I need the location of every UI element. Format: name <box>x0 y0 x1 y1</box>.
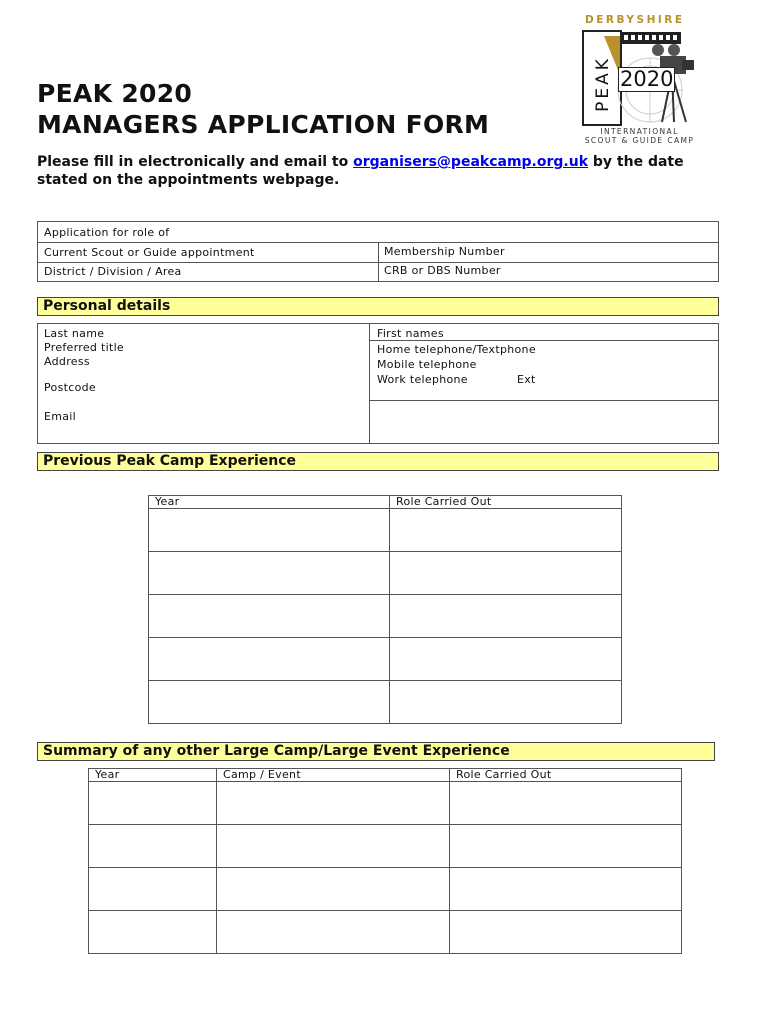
previous-year-cell[interactable] <box>149 638 390 681</box>
previous-role-header: Role Carried Out <box>390 496 622 509</box>
previous-role-cell[interactable] <box>390 638 622 681</box>
application-box <box>37 221 719 282</box>
appointment-label: Current Scout or Guide appointment <box>44 246 255 259</box>
summary-event-cell[interactable] <box>217 825 450 868</box>
page-title <box>37 78 489 140</box>
membership-number-label: Membership Number <box>384 245 505 258</box>
summary-event-cell[interactable] <box>217 868 450 911</box>
summary-event-cell[interactable] <box>217 911 450 954</box>
personal-details-box <box>37 323 719 444</box>
summary-role-cell[interactable] <box>450 868 682 911</box>
previous-year-header: Year <box>149 496 390 509</box>
summary-year-cell[interactable] <box>89 911 217 954</box>
organisers-email-link[interactable]: organisers@peakcamp.org.uk <box>353 154 589 170</box>
previous-role-cell[interactable] <box>390 552 622 595</box>
intro-after: by the date stated on the appointments webpage. <box>37 154 684 188</box>
email-label: Email <box>44 410 77 423</box>
summary-experience-table <box>88 768 682 954</box>
previous-year-cell[interactable] <box>149 509 390 552</box>
last-name-label: Last name <box>44 327 105 340</box>
previous-year-cell[interactable] <box>149 552 390 595</box>
district-label: District / Division / Area <box>44 265 182 278</box>
table-row <box>89 868 682 911</box>
summary-role-cell[interactable] <box>450 911 682 954</box>
logo-county: DERBYSHIRE <box>585 14 685 26</box>
crb-number-label: CRB or DBS Number <box>384 264 501 277</box>
previous-role-cell[interactable] <box>390 681 622 724</box>
table-row <box>149 595 622 638</box>
previous-experience-table <box>148 495 622 724</box>
logo-year: 2020 <box>620 67 674 91</box>
summary-year-cell[interactable] <box>89 868 217 911</box>
summary-role-cell[interactable] <box>450 825 682 868</box>
summary-year-cell[interactable] <box>89 782 217 825</box>
role-label: Application for role of <box>44 226 170 239</box>
summary-role-cell[interactable] <box>450 782 682 825</box>
previous-year-cell[interactable] <box>149 595 390 638</box>
title-line-1: PEAK 2020 <box>37 79 193 108</box>
home-telephone-label: Home telephone/Textphone <box>377 343 536 356</box>
previous-role-cell[interactable] <box>390 509 622 552</box>
intro-before: Please fill in electronically and email to <box>37 154 354 170</box>
summary-year-header: Year <box>89 769 217 782</box>
logo <box>577 12 702 147</box>
mobile-telephone-label: Mobile telephone <box>377 358 477 371</box>
table-row <box>89 825 682 868</box>
logo-peak-text: PEAK <box>593 56 613 112</box>
ext-label: Ext <box>517 373 536 386</box>
summary-event-header: Camp / Event <box>217 769 450 782</box>
summary-experience-heading: Summary of any other Large Camp/Large Event Experience <box>37 742 715 761</box>
table-row <box>149 509 622 552</box>
intro-text <box>37 153 737 189</box>
summary-role-header: Role Carried Out <box>450 769 682 782</box>
preferred-title-label: Preferred title <box>44 341 124 354</box>
address-label: Address <box>44 355 90 368</box>
table-row <box>89 782 682 825</box>
table-row <box>149 681 622 724</box>
logo-line1: INTERNATIONAL <box>600 127 679 136</box>
personal-details-heading: Personal details <box>37 297 719 316</box>
previous-role-cell[interactable] <box>390 595 622 638</box>
table-row <box>149 552 622 595</box>
title-line-2: MANAGERS APPLICATION FORM <box>37 110 490 139</box>
first-names-label: First names <box>377 327 444 340</box>
logo-line2: SCOUT & GUIDE CAMP <box>584 136 695 145</box>
previous-year-cell[interactable] <box>149 681 390 724</box>
summary-event-cell[interactable] <box>217 782 450 825</box>
postcode-label: Postcode <box>44 381 96 394</box>
table-row <box>149 638 622 681</box>
table-row <box>89 911 682 954</box>
work-telephone-label: Work telephone <box>377 373 468 386</box>
summary-year-cell[interactable] <box>89 825 217 868</box>
previous-experience-heading: Previous Peak Camp Experience <box>37 452 719 471</box>
